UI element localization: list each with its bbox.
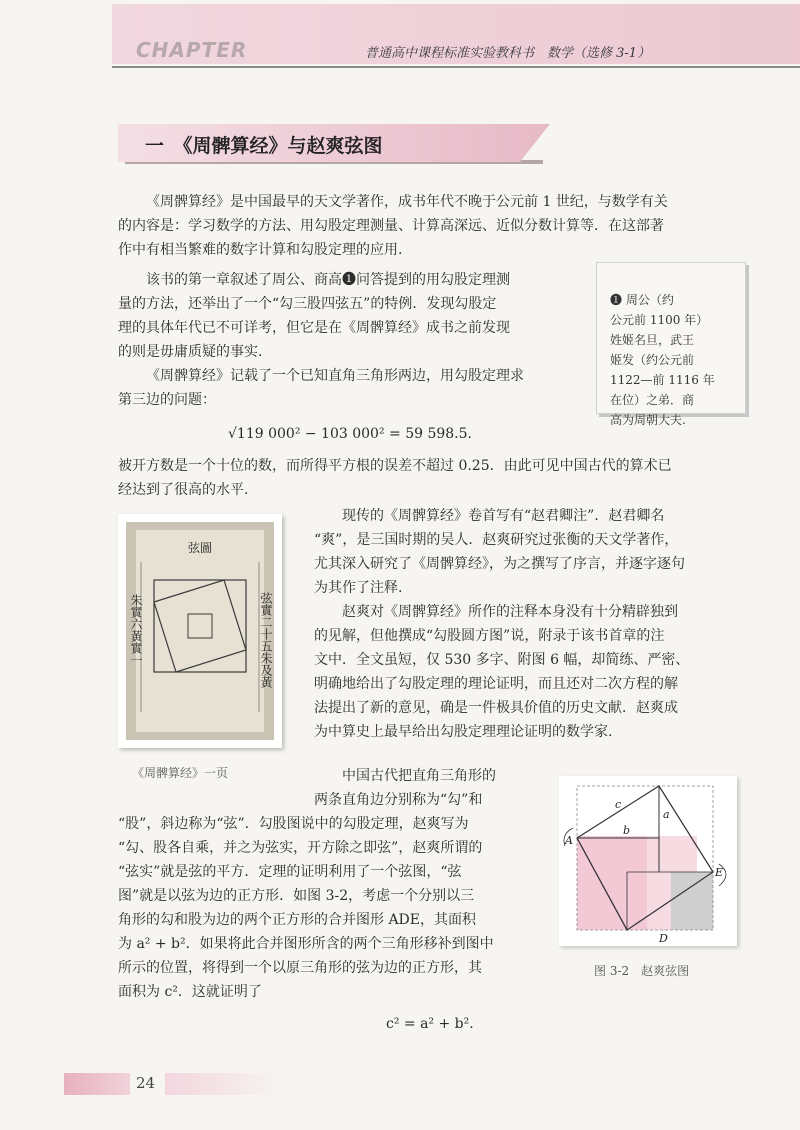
text-line: 赵爽对《周髀算经》所作的注释本身没有十分精辟独到 (342, 604, 678, 620)
text-line: 文中．全文虽短，仅 530 多字、附图 6 幅，却简练、严密、 (314, 652, 690, 668)
text-line: 《周髀算经》记载了一个已知直角三角形两边，用勾股定理求 (146, 368, 524, 384)
equation-sqrt: √119 000² − 103 000² = 59 598.5. (228, 426, 472, 442)
text-line: 面积为 c²．这就证明了 (118, 984, 262, 1000)
sidenote-line: 公元前 1100 年） (610, 313, 709, 327)
photo-caption: 《周髀算经》一页 (132, 766, 229, 780)
text-line: 的则是毋庸质疑的事实. (118, 344, 263, 360)
sidenote-line: 在位）之弟．商 (610, 393, 695, 407)
label-a: a (663, 808, 670, 821)
label-c: c (615, 798, 622, 811)
text-line: 量的方法，还举出了一个“勾三股四弦五”的特例．发现勾股定 (118, 296, 497, 312)
text-line: 被开方数是一个十位的数，而所得平方根的误差不超过 0.25．由此可见中国古代的算术已 (118, 458, 672, 474)
text-line: “股”，斜边称为“弦”．勾股图说中的勾股定理，赵爽写为 (118, 816, 469, 832)
label-A: A (565, 834, 573, 847)
text-line: 理的具体年代已不可详考，但它是在《周髀算经》成书之前发现 (118, 320, 510, 336)
text-line: 法提出了新的意见，确是一件极具价值的历史文献．赵爽成 (314, 700, 678, 716)
paragraph-5 (314, 504, 774, 744)
paragraph-7 (118, 812, 558, 1004)
chapter-label: CHAPTER (136, 38, 248, 62)
figure-caption: 图 3-2 赵爽弦图 (594, 964, 690, 978)
sidenote-line: 姬发（约公元前 (610, 353, 695, 367)
square-a-region (577, 836, 647, 930)
book-title: 普通高中课程标准实验教科书 数学（选修 3-1） (365, 46, 651, 61)
text-line: 为中算史上最早给出勾股定理理论证明的数学家. (314, 724, 613, 740)
footer-bar-left (64, 1073, 130, 1095)
photo-left-text: 朱實六黃實一 (129, 594, 143, 666)
text-line: 该书的第一章叙述了周公、商高❶问答提到的用勾股定理测 (146, 272, 510, 288)
text-line: 现传的《周髀算经》卷首写有“赵君卿注”．赵君卿名 (342, 508, 665, 524)
label-E: E (715, 866, 724, 879)
zhao-shuang-diagram (559, 776, 737, 946)
paragraph-1 (118, 190, 758, 262)
text-line: “弦实”就是弦的平方．定理的证明利用了一个弦图，“弦 (118, 864, 462, 880)
sidenote-line: 高为周朝大夫. (610, 413, 686, 427)
equation-pythagoras: c² = a² + b². (386, 1016, 474, 1032)
text-line: “勾、股各自乘，并之为弦实，开方除之即弦”，赵爽所谓的 (118, 840, 483, 856)
text-line: “爽”，是三国时期的吴人．赵爽研究过张衡的天文学著作， (314, 532, 679, 548)
label-D: D (659, 932, 668, 945)
sidenote-line: 1122—前 1116 年 (610, 373, 715, 387)
text-line: 角形的勾和股为边的两个正方形的合并图形 ADE，其面积 (118, 912, 477, 928)
section-title: 一 《周髀算经》与赵爽弦图 (145, 135, 383, 157)
page-number: 24 (136, 1074, 156, 1092)
text-line: 明确地给出了勾股定理的理论证明，而且还对二次方程的解 (314, 676, 678, 692)
sidenote-text (610, 290, 736, 430)
text-line: 两条直角边分别称为“勾”和 (314, 792, 483, 808)
text-line: 图”就是以弦为边的正方形．如图 3-2，考虑一个分别以三 (118, 888, 475, 904)
header-divider (112, 66, 800, 68)
sidenote-line: ❶ 周公（约 (610, 293, 674, 307)
sidenote-line: 姓姬名旦，武王 (610, 333, 695, 347)
text-line: 《周髀算经》是中国最早的天文学著作，成书年代不晚于公元前 1 世纪，与数学有关 (146, 194, 668, 210)
paragraph-2 (118, 268, 588, 412)
text-line: 的内容是：学习数学的方法、用勾股定理测量、计算高深远、近似分数计算等．在这部著 (118, 218, 664, 234)
text-line: 作中有相当繁难的数字计算和勾股定理的应用. (118, 242, 403, 258)
paragraph-7-start (314, 764, 554, 812)
text-line: 的见解，但他撰成“勾股圆方图”说，附录于该书首章的注 (314, 628, 665, 644)
text-line: 第三边的问题： (118, 392, 216, 408)
text-line: 为其作了注释. (314, 580, 403, 596)
photo-right-text: 弦實二十五朱及黃 (259, 592, 273, 688)
shaded-region (671, 872, 713, 930)
photo-title-glyph: 弦圖 (187, 541, 213, 555)
text-line: 所示的位置，将得到一个以原三角形的弦为边的正方形，其 (118, 960, 482, 976)
text-line: 经达到了很高的水平. (118, 482, 249, 498)
text-line: 中国古代把直角三角形的 (342, 768, 496, 784)
paragraph-4 (118, 454, 768, 502)
footer-bar-right (165, 1073, 285, 1095)
label-b: b (623, 824, 631, 837)
xian-tu-illustration (126, 522, 274, 740)
text-line: 尤其深入研究了《周髀算经》，为之撰写了序言，并逐字逐句 (314, 556, 685, 572)
zhoubi-page-photo (126, 522, 274, 740)
text-line: 为 a² + b²．如果将此合并图形所含的两个三角形移补到图中 (118, 936, 494, 952)
